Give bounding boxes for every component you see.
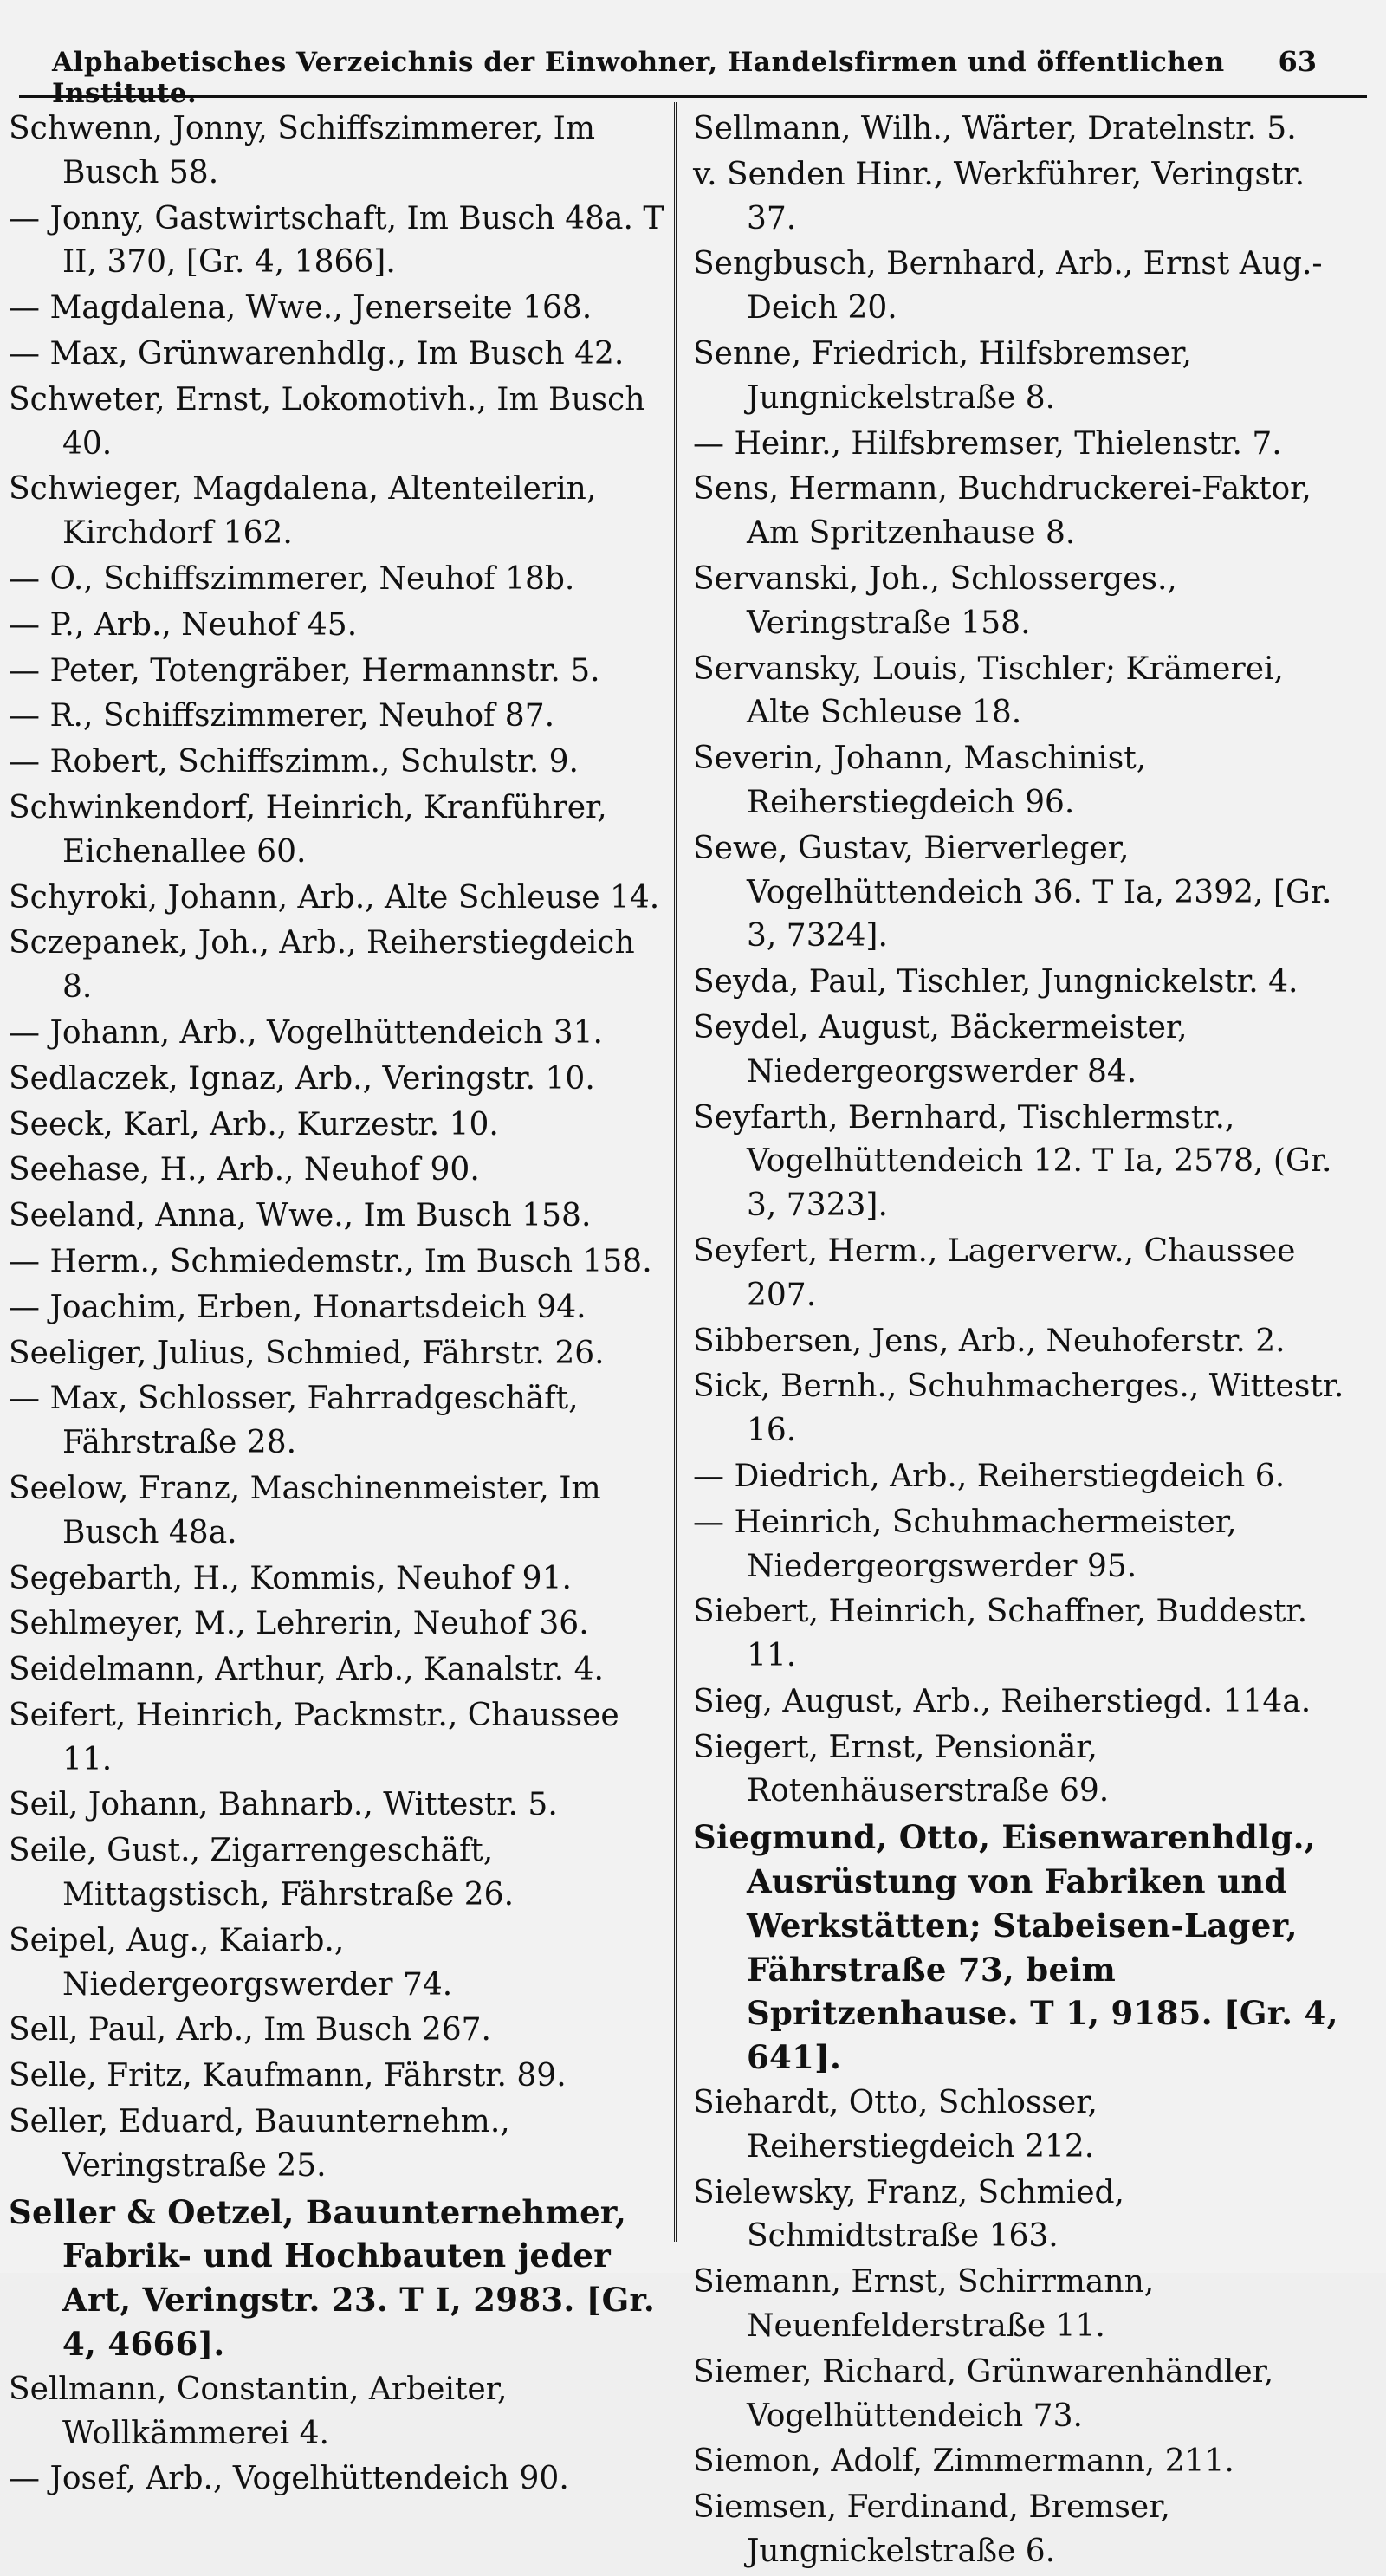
directory-entry: — Josef, Arb., Vogelhüttendeich 90. xyxy=(9,2461,569,2497)
directory-entry: Seil, Johann, Bahnarb., Wittestr. 5. xyxy=(9,1787,558,1823)
directory-entry: Seeland, Anna, Wwe., Im Busch 158. xyxy=(9,1198,592,1234)
directory-entry: Seeliger, Julius, Schmied, Fährstr. 26. xyxy=(9,1335,605,1371)
directory-entry: v. Senden Hinr., Werkführer, Veringstr. 37. xyxy=(693,156,1305,236)
directory-entry: — Heinr., Hilfsbremser, Thielenstr. 7. xyxy=(693,425,1282,462)
left-column xyxy=(9,107,667,2503)
directory-entry: Siegert, Ernst, Pensionär, Rotenhäuserstraße 69. xyxy=(693,1729,1110,1809)
directory-entry: — Herm., Schmiedemstr., Im Busch 158. xyxy=(9,1243,652,1279)
page-header xyxy=(52,45,1317,109)
directory-entry: — Peter, Totengräber, Hermannstr. 5. xyxy=(9,652,600,689)
right-column xyxy=(693,107,1351,2576)
directory-entry: Sellmann, Wilh., Wärter, Dratelnstr. 5. xyxy=(693,111,1297,146)
directory-entry: — Max, Grünwarenhdlg., Im Busch 42. xyxy=(9,335,625,372)
directory-entry: Senne, Friedrich, Hilfsbremser, Jungnickelstraße 8. xyxy=(693,335,1192,416)
directory-entry: — O., Schiffszimmerer, Neuhof 18b. xyxy=(9,560,575,597)
column-divider xyxy=(674,102,677,2242)
directory-entry: Seelow, Franz, Maschinenmeister, Im Busch 48a. xyxy=(9,1470,601,1550)
directory-entry: — Heinrich, Schuhmachermeister, Niedergeorgswerder 95. xyxy=(693,1504,1237,1584)
directory-entry: Siemann, Ernst, Schirrmann, Neuenfelderstraße 11. xyxy=(693,2264,1155,2345)
directory-entry: Schwieger, Magdalena, Altenteilerin, Kirchdorf 162. xyxy=(9,471,597,552)
directory-entry: Seehase, H., Arb., Neuhof 90. xyxy=(9,1152,480,1188)
directory-entry: Siebert, Heinrich, Schaffner, Buddestr. 11. xyxy=(693,1594,1308,1674)
directory-entry-advert: Seller & Oetzel, Bauunternehmer, Fabrik- und Hochbauten jeder Art, Veringstr. 23. T I, 2983. [Gr. 4, 4666]. xyxy=(9,2192,656,2364)
directory-entry: Selle, Fritz, Kaufmann, Fährstr. 89. xyxy=(9,2058,567,2094)
directory-entry: Sellmann, Constantin, Arbeiter, Wollkämmerei 4. xyxy=(9,2371,508,2451)
directory-entry: Siemsen, Ferdinand, Bremser, Jungnickelstraße 6. xyxy=(693,2489,1170,2570)
directory-entry: Servanski, Joh., Schlosserges., Veringstraße 158. xyxy=(693,560,1177,641)
directory-entry: Sehlmeyer, M., Lehrerin, Neuhof 36. xyxy=(9,1606,589,1642)
directory-entry: Seifert, Heinrich, Packmstr., Chaussee 11. xyxy=(9,1697,619,1777)
page-number: 63 xyxy=(1278,45,1317,78)
directory-entry: Sedlaczek, Ignaz, Arb., Veringstr. 10. xyxy=(9,1060,595,1097)
directory-entry: — Robert, Schiffszimm., Schulstr. 9. xyxy=(9,744,579,780)
directory-entry: Sewe, Gustav, Bierverleger, Vogelhüttendeich 36. T Ia, 2392, [Gr. 3, 7324]. xyxy=(693,830,1332,955)
directory-entry: Sick, Bernh., Schuhmacherges., Wittestr. 16. xyxy=(693,1369,1344,1449)
directory-entry: Seipel, Aug., Kaiarb., Niedergeorgswerder 74. xyxy=(9,1922,453,2003)
directory-entry: Seydel, August, Bäckermeister, Niedergeorgswerder 84. xyxy=(693,1009,1188,1090)
directory-entry: — Magdalena, Wwe., Jenerseite 168. xyxy=(9,290,593,327)
directory-entry: Seyfert, Herm., Lagerverw., Chaussee 207. xyxy=(693,1233,1296,1313)
header-title: Alphabetisches Verzeichnis der Einwohner, Handelsfirmen und öffentlichen Institute. xyxy=(52,47,1225,109)
directory-entry: — Diedrich, Arb., Reiherstiegdeich 6. xyxy=(693,1458,1286,1494)
directory-entry: Siemer, Richard, Grünwarenhändler, Vogelhüttendeich 73. xyxy=(693,2353,1274,2434)
directory-entry: Schwinkendorf, Heinrich, Kranführer, Eichenallee 60. xyxy=(9,789,607,870)
directory-entry: Sibbersen, Jens, Arb., Neuhoferstr. 2. xyxy=(693,1323,1286,1359)
directory-entry: Sczepanek, Joh., Arb., Reiherstiegdeich 8. xyxy=(9,925,635,1006)
directory-entry: — Jonny, Gastwirtschaft, Im Busch 48a. T II, 370, [Gr. 4, 1866]. xyxy=(9,200,664,281)
directory-entry: Seile, Gust., Zigarrengeschäft, Mittagstisch, Fährstraße 26. xyxy=(9,1833,515,1913)
directory-entry: Schyroki, Johann, Arb., Alte Schleuse 14. xyxy=(9,879,660,916)
directory-entry: Servansky, Louis, Tischler; Krämerei, Alte Schleuse 18. xyxy=(693,650,1284,731)
directory-entry: — Max, Schlosser, Fahrradgeschäft, Fährstraße 28. xyxy=(9,1381,579,1461)
directory-entry: Seidelmann, Arthur, Arb., Kanalstr. 4. xyxy=(9,1652,604,1688)
header-rule xyxy=(19,95,1367,98)
directory-entry: Siehardt, Otto, Schlosser, Reiherstiegdeich 212. xyxy=(693,2085,1098,2165)
directory-entry: Sielewsky, Franz, Schmied, Schmidtstraße 163. xyxy=(693,2174,1124,2255)
directory-entry: Severin, Johann, Maschinist, Reiherstiegdeich 96. xyxy=(693,741,1147,820)
directory-entry: Seyda, Paul, Tischler, Jungnickelstr. 4. xyxy=(693,964,1299,1000)
directory-entry: — R., Schiffszimmerer, Neuhof 87. xyxy=(9,698,555,735)
directory-entry: — P., Arb., Neuhof 45. xyxy=(9,606,358,643)
directory-entry: Sengbusch, Bernhard, Arb., Ernst Aug.-Deich 20. xyxy=(693,246,1323,327)
directory-entry: Sell, Paul, Arb., Im Busch 267. xyxy=(9,2012,491,2049)
directory-entry: Schwenn, Jonny, Schiffszimmerer, Im Busch 58. xyxy=(9,111,595,191)
directory-entry: Seller, Eduard, Bauunternehm., Veringstraße 25. xyxy=(9,2104,510,2184)
directory-entry: Segebarth, H., Kommis, Neuhof 91. xyxy=(9,1560,572,1596)
directory-entry: Sieg, August, Arb., Reiherstiegd. 114a. xyxy=(693,1683,1312,1719)
directory-entry: — Johann, Arb., Vogelhüttendeich 31. xyxy=(9,1014,603,1051)
directory-entry: Seyfarth, Bernhard, Tischlermstr., Vogelhüttendeich 12. T Ia, 2578, (Gr. 3, 7323]. xyxy=(693,1099,1332,1224)
directory-entry: Schweter, Ernst, Lokomotivh., Im Busch 40. xyxy=(9,381,645,462)
directory-entry: Siemon, Adolf, Zimmermann, 211. xyxy=(693,2443,1234,2480)
directory-entry: Seeck, Karl, Arb., Kurzestr. 10. xyxy=(9,1106,499,1142)
directory-entry-advert: Siegmund, Otto, Eisenwarenhdlg., Ausrüstung von Fabriken und Werkstätten; Stabeisen-Lager, Fährstraße 73, beim Spritzenhause. T 1, 9185. [Gr. 4, 641]. xyxy=(693,1818,1338,2077)
directory-entry: — Joachim, Erben, Honartsdeich 94. xyxy=(9,1289,586,1325)
directory-entry: Sens, Hermann, Buchdruckerei-Faktor, Am Spritzenhause 8. xyxy=(693,471,1312,552)
